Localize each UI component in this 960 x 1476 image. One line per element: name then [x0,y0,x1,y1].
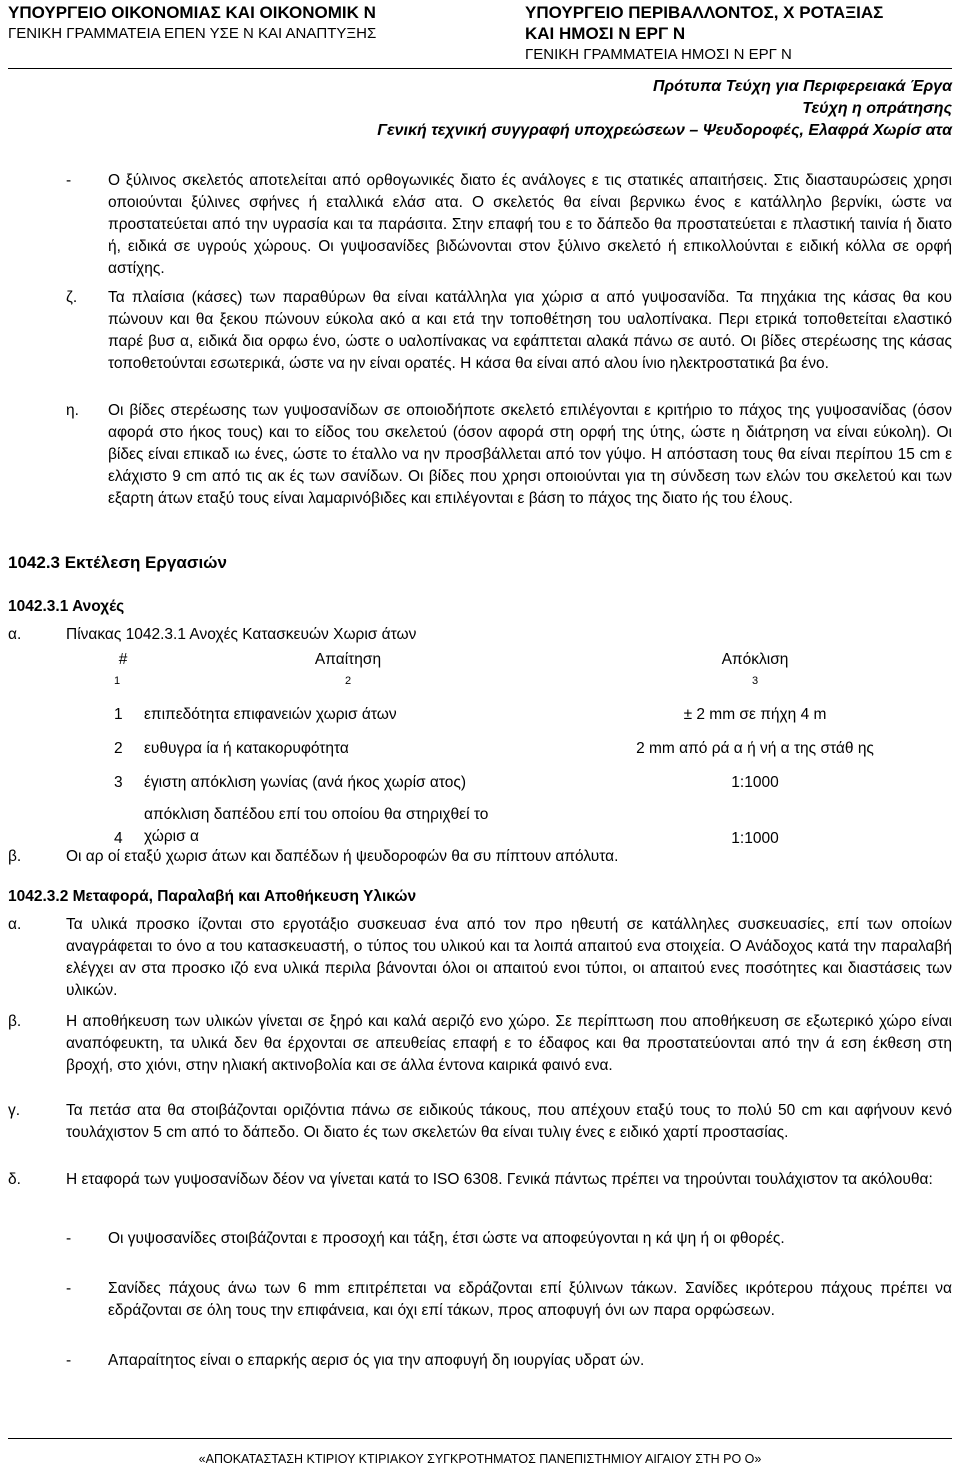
tolerance-table [108,648,952,848]
subsection-heading-tolerances: 1042.3.1 Ανοχές [8,598,125,615]
item-label: α. [8,916,22,933]
index-cell: 3 [751,675,759,687]
item-label: β. [8,1013,22,1030]
table-index-row [108,672,952,690]
header-requirement: Απαίτηση [314,651,382,668]
dash-marker: - [66,1280,72,1297]
document-titles [377,76,952,142]
header-deviation: Απόκλιση [721,651,789,668]
table-row [108,702,952,728]
dash-item-board-thickness: Σανίδες πάχους άνω των 6 mm επιτρέπεται να εδράζονται επί ξύλινων τάκων. Σανίδες ικρότερου πάχους πρέπει να εδράζονται σε όλη τους την επιφάνεια, και όχι επί τάκων, προς αποφυγή όνι ων παρα ορφώσεων. [108,1280,952,1319]
row-deviation: 1:1000 [731,774,779,791]
item-label-z: ζ. [66,289,78,306]
header-rule [8,68,952,69]
paragraph-window-frames: Τα πλαίσια (κάσες) των παραθύρων θα είναι κατάλληλα για χώρισ α από γυψοσανίδα. Τα πηχάκια της κάσας θα κου πώνουν και θα ξεκου πώνουν εύκολα ακό α και ετά την τοποθέτηση του υαλοπίνακα. Περι ετρικά τοποθετείται ελαστικό παρέ βυσ α, ειδικά δια ορφω ένο, ώστε ο υαλοπίνακας να εφάπτεται αλακά πάνω σε αυτό. Οι βίδες στερέωσης της κάσας τοποθετούνται εσωτερικά, ώστε να ην είναι ορατές. Η κάσα θα είναι από αλου ίνιο ηλεκτροστατικά βα ένο. [108,289,952,372]
row-requirement: έγιστη απόκλιση γωνίας (ανά ήκος χωρίσ ατος) [144,774,467,791]
right-ministry-name-line1: ΥΠΟΥΡΓΕΙΟ ΠΕΡΙΒΑΛΛΟΝΤΟΣ, Χ ΡΟΤΑΞΙΑΣ [525,3,884,22]
left-secretariat-name: ΓΕΝΙΚΗ ΓΡΑΜΜΑΤΕΙΑ ΕΠΕΝ ΥΣΕ Ν ΚΑΙ ΑΝΑΠΤΥΞΗΣ [8,25,377,42]
dash-item-ventilation: Απαραίτητος είναι ο επαρκής αερισ ός για την αποφυγή δη ιουργίας υδρατ ών. [108,1352,645,1369]
row-deviation: 2 mm από ρά α ή νή α της στάθ ης [636,740,874,757]
header-hash: # [118,651,128,668]
item-label-b: β. [8,848,22,865]
paragraph-delivery: Τα υλικά προσκο ίζονται στο εργοτάξιο συσκευασ ένα από τον προ ηθευτή σε κατάλληλες συσκευασίες, επί των οποίων αναγράφεται το όνο α του κατασκευαστή, ο τύπος του υλικού και τα λοιπά απαιτού ενα στοιχεία. Ο Ανάδοχος κατά την παραλαβή ελέγχει αν στα προσκο ιζό ενα υλικά περιλα βάνονται όλοι οι απαιτού ενοι τύποι, οι απαιτού ενες ποσότητες και διαστάσεις των υλικών. [66,916,952,999]
dash-item-stacking-care: Οι γυψοσανίδες στοιβάζονται ε προσοχή και τάξη, έτσι ώστε να αποφεύγονται η κά ψη ή οι φθορές. [108,1230,785,1247]
index-cell: 1 [114,675,121,687]
paragraph-joints: Οι αρ οί εταξύ χωρισ άτων και δαπέδων ή ψευδοροφών θα συ πίπτουν απόλυτα. [66,848,619,865]
left-ministry-name: ΥΠΟΥΡΓΕΙΟ ΟΙΚΟΝΟΜΙΑΣ ΚΑΙ ΟΙΚΟΝΟΜΙΚ Ν [8,3,376,22]
dash-marker: - [66,1352,72,1369]
dash-marker: - [66,1230,72,1247]
title-line1: Πρότυπα Τεύχη για Περιφερειακά Έργα [652,78,952,95]
row-requirement: ευθυγρα ία ή κατακορυφότητα [144,740,349,757]
table-header-row [108,648,952,672]
row-deviation: 1:1000 [731,830,779,847]
row-requirement: επιπεδότητα επιφανειών χωρισ άτων [144,706,397,723]
table-row [108,804,952,848]
paragraph-storage: Η αποθήκευση των υλικών γίνεται σε ξηρό και καλά αεριζό ενο χώρο. Σε περίπτωση που αποθήκευση σε εξωτερικό χώρο είναι αναπόφευκτη, τα υλικά δεν θα έρχονται σε απευθείας επαφή ε το έδαφος και θα προστατεύονται από την ά εση έκθεση στη βροχή, στο χιόνι, στην ηλιακή ακτινοβολία και σε άλλα έντονα καιρικά φαινό ενα. [66,1013,952,1074]
item-label-h: η. [66,402,79,419]
paragraph-transport-iso: Η εταφορά των γυψοσανίδων δέον να γίνεται κατά το ISO 6308. Γενικά πάντως πρέπει να τηρούνται τουλάχιστον τα ακόλουθα: [66,1171,933,1188]
table-spacer [108,796,952,804]
row-number: 3 [114,774,123,791]
table-item-label: α. [8,626,22,643]
row-number: 2 [114,740,123,757]
paragraph-wooden-frame: Ο ξύλινος σκελετός αποτελείται από ορθογωνικές διατο ές ανάλογες ε τις στατικές απαιτήσεις. Στις διασταυρώσεις χρησι οποιούνται ξύλινες σφήνες ή εταλλικά ελάσ ατα. Ο σκελετός θα είναι βερνικω ένος ε κατάλληλο βερνίκι, ώστε να προστατεύεται από την υγρασία και τα παράσιτα. Στην επαφή του ε το δάπεδο θα προστατεύεται ε πλαστική ταινία ή διατο ή, ειδικά σε υγρούς χώρους. Οι γυψοσανίδες βιδώνονται στον ξύλινο σκελετό ή επικολλούνται ε ειδική κόλλα σε ορφή αστίχης. [108,172,952,277]
title-line3: Γενική τεχνική συγγραφή υποχρεώσεων – Ψευδοροφές, Ελαφρά Χωρίσ ατα [377,122,952,139]
table-spacer [108,762,952,770]
table-title: Πίνακας 1042.3.1 Ανοχές Κατασκευών Χωρισ άτων [66,626,417,643]
paragraph-screws: Οι βίδες στερέωσης των γυψοσανίδων σε οποιοδήποτε σκελετό επιλέγονται ε κριτήριο το πάχος της γυψοσανίδας (όσον αφορά στο ήκος τους) και το είδος του σκελετού (όσον αφορά στη ορφή της ύτης, ώστε η διάτρηση να είναι εύκολη). Οι βίδες είναι επικαδ ιω ένες, ώστε το έταλλο να ην προσβάλλεται από τον γύψο. Η απόσταση τους θα είναι περίπου 15 cm ε ελάχιστο 9 cm από τις ακ ές των σανίδων. Οι βίδες που χρησι οποιούνται για τη σύνδεση των ελών του σκελετού και των εξαρτη άτων εταξύ τους είναι λαμαρινόβιδες και επιλέγονται ε βάση το πάχος της διατο ής του έλους. [108,402,952,507]
footer-rule [8,1438,952,1439]
table-row [108,770,952,796]
paragraph-stacking: Τα πετάσ ατα θα στοιβάζονται οριζόντια πάνω σε ειδικούς τάκους, που απέχουν εταξύ τους το πολύ 50 cm και αφήνουν κενό τουλάχιστον 5 cm από το δάπεδο. Οι διατο ές των σκελετών θα είναι τυλιγ ένες ε ειδικό χαρτί προστασίας. [66,1102,952,1141]
footer-project-title: «ΑΠΟΚΑΤΑΣΤΑΣΗ ΚΤΙΡΙΟΥ ΚΤΙΡΙΑΚΟΥ ΣΥΓΚΡΟΤΗΜΑΤΟΣ ΠΑΝΕΠΙΣΤΗΜΙΟΥ ΑΙΓΑΙΟΥ ΣΤΗ ΡΟ Ο» [198,1452,762,1466]
right-ministry-name-line2: ΚΑΙ ΗΜΟΣΙ Ν ΕΡΓ Ν [525,24,686,43]
index-cell: 2 [344,675,352,687]
row-deviation: ± 2 mm σε πήχη 4 m [683,706,827,723]
right-secretariat-name: ΓΕΝΙΚΗ ΓΡΑΜΜΑΤΕΙΑ ΗΜΟΣΙ Ν ΕΡΓ Ν [525,46,792,63]
row-number: 4 [114,830,123,847]
header-left [8,2,478,43]
table-spacer [108,690,952,702]
table-row [108,736,952,762]
item-label: δ. [8,1171,21,1188]
row-number: 1 [114,706,123,723]
title-line2: Τεύχη η οπράτησης [802,100,952,117]
section-heading: 1042.3 Εκτέλεση Εργασιών [8,553,227,572]
subsection-heading-transport: 1042.3.2 Μεταφορά, Παραλαβή και Αποθήκευση Υλικών [8,888,417,905]
dash-marker: - [66,172,72,189]
table-spacer [108,728,952,736]
item-label: γ. [8,1102,21,1119]
header-right [525,2,955,64]
row-requirement: απόκλιση δαπέδου επί του οποίου θα στηριχθεί το χώρισ α [144,806,489,845]
